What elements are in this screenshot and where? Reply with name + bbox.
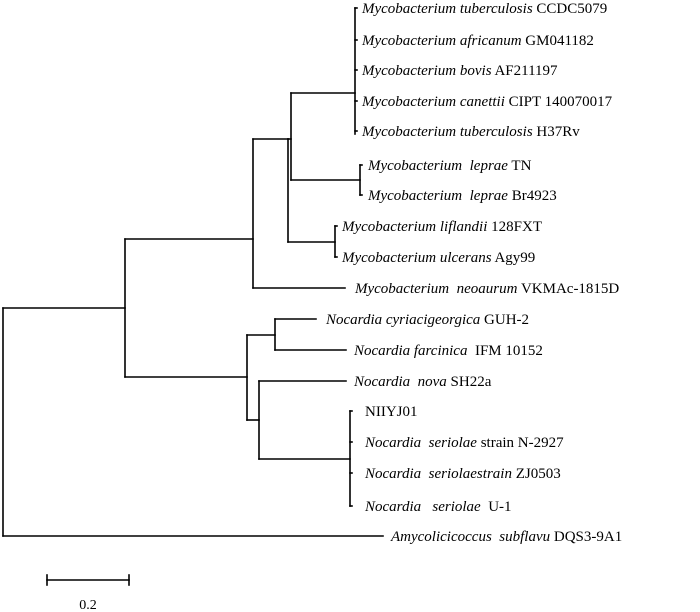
leaf-taxon: Nocardia cyriacigeorgica: [326, 312, 481, 328]
leaf-strain: NIIYJ01: [365, 404, 418, 420]
leaf-taxon: Mycobacterium leprae: [368, 188, 508, 204]
leaf-label: [361, 33, 594, 49]
leaf-taxon: Nocardia farcinica: [354, 343, 468, 359]
leaf-label: [353, 374, 492, 390]
leaf-taxon: Mycobacterium liflandii: [342, 219, 488, 235]
leaf-strain: TN: [507, 158, 532, 174]
leaf-taxon: Mycobacterium tuberculosis: [362, 1, 533, 17]
leaf-labels: [325, 1, 622, 545]
leaf-strain: VKMAc-1815D: [517, 281, 620, 297]
leaf-label: [367, 188, 557, 204]
leaf-label: [364, 435, 564, 451]
leaf-strain: GUH-2: [480, 312, 530, 328]
leaf-strain: DQS3-9A1: [550, 529, 623, 545]
leaf-label: [390, 529, 622, 545]
leaf-taxon: Nocardia seriolae: [365, 435, 477, 451]
leaf-strain: U-1: [480, 499, 512, 515]
leaf-label: [341, 219, 542, 235]
leaf-label: [361, 63, 558, 79]
leaf-taxon: Mycobacterium bovis: [362, 63, 492, 79]
scale-bar-label: 0.2: [79, 598, 97, 612]
leaf-strain: Agy99: [491, 250, 536, 266]
leaf-strain: GM041182: [521, 33, 594, 49]
leaf-taxon: Mycobacterium leprae: [368, 158, 508, 174]
scale-bar: [47, 575, 129, 612]
leaf-label: [367, 158, 532, 174]
leaf-taxon: Nocardia seriolaestrain: [365, 466, 512, 482]
leaf-taxon: Mycobacterium ulcerans: [342, 250, 492, 266]
leaf-strain: ZJ0503: [511, 466, 561, 482]
leaf-label: [325, 312, 529, 328]
tree-branches: [3, 8, 383, 536]
leaf-taxon: Nocardia nova: [354, 374, 447, 390]
leaf-label: [353, 343, 543, 359]
leaf-strain: H37Rv: [532, 124, 580, 140]
leaf-strain: strain N-2927: [476, 435, 564, 451]
leaf-strain: AF211197: [491, 63, 558, 79]
leaf-taxon: Mycobacterium tuberculosis: [362, 124, 533, 140]
leaf-taxon: Nocardia seriolae: [365, 499, 481, 515]
leaf-strain: CIPT 140070017: [504, 94, 613, 110]
leaf-strain: IFM 10152: [467, 343, 543, 359]
leaf-label: [354, 281, 619, 297]
leaf-label: [341, 250, 535, 266]
leaf-label: [364, 466, 561, 482]
leaf-label: [361, 124, 580, 140]
leaf-strain: SH22a: [446, 374, 492, 390]
leaf-label: [365, 404, 418, 420]
leaf-taxon: Amycolicicoccus subflavu: [391, 529, 551, 545]
leaf-strain: Br4923: [507, 188, 557, 204]
leaf-taxon: Mycobacterium africanum: [362, 33, 522, 49]
leaf-label: [364, 499, 512, 515]
leaf-label: [361, 94, 613, 110]
leaf-taxon: Mycobacterium neoaurum: [355, 281, 518, 297]
leaf-strain: CCDC5079: [532, 1, 608, 17]
leaf-strain: 128FXT: [487, 219, 542, 235]
leaf-label: [361, 1, 607, 17]
leaf-taxon: Mycobacterium canettii: [362, 94, 505, 110]
